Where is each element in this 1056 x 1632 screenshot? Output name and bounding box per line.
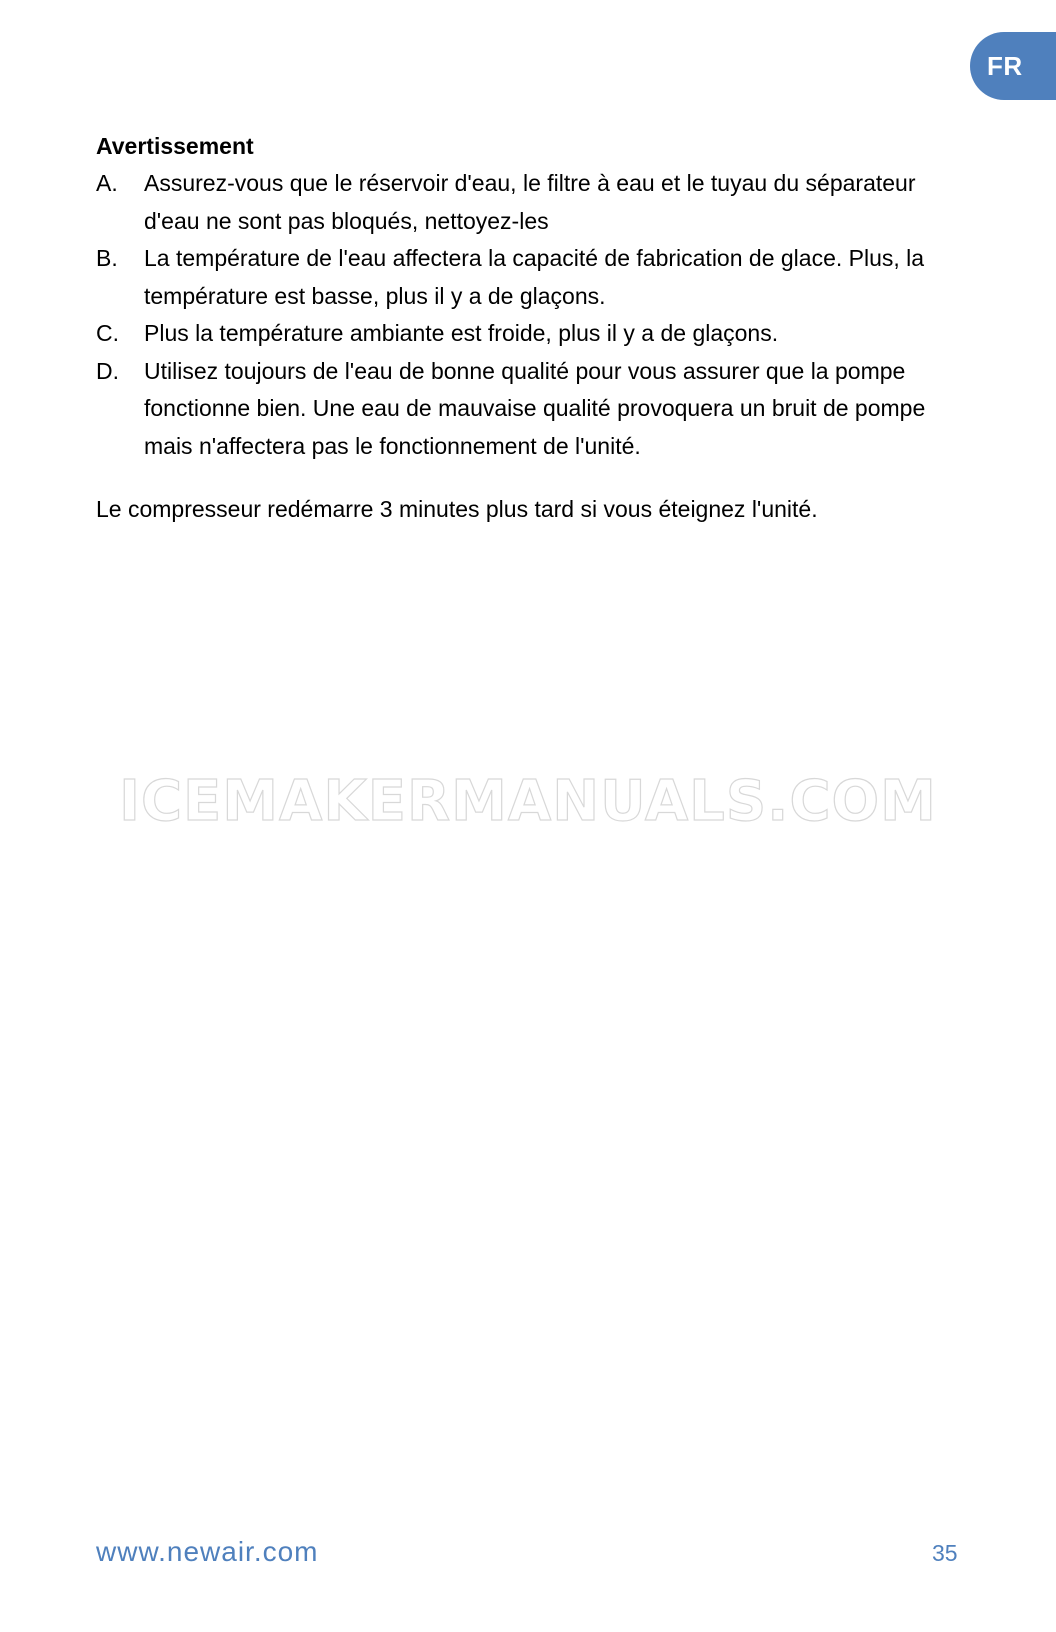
list-item-letter: D. [96, 357, 119, 384]
page-content [96, 128, 976, 528]
list-item [96, 315, 976, 353]
list-item-text: Plus la température ambiante est froide, plus il y a de glaçons. [144, 320, 779, 346]
list-item-text: Assurez-vous que le réservoir d'eau, le filtre à eau et le tuyau du séparateur d'eau ne sont pas bloqués, nettoyez-les [144, 170, 916, 234]
list-item-text: La température de l'eau affectera la capacité de fabrication de glace. Plus, la température est basse, plus il y a de glaçons. [144, 245, 925, 309]
list-item-letter: C. [96, 320, 119, 346]
list-item [96, 165, 976, 240]
page-number: 35 [932, 1540, 958, 1566]
list-item-letter: A. [96, 170, 118, 196]
list-item-text: Utilisez toujours de l'eau de bonne qualité pour vous assurer que la pompe fonctionne bien. Une eau de mauvaise qualité provoquera un bruit de pompe mais n'affectera pas le fonctionnement de l'unité. [144, 357, 926, 459]
warning-heading: Avertissement [96, 133, 254, 159]
watermark: ICEMAKERMANUALS.COM [119, 769, 937, 834]
footer-url-link[interactable]: www.newair.com [96, 1536, 319, 1567]
list-item [96, 353, 976, 466]
compressor-note: Le compresseur redémarre 3 minutes plus tard si vous éteignez l'unité. [96, 496, 818, 522]
list-item-letter: B. [96, 245, 118, 271]
warning-list [96, 165, 976, 465]
language-tab: FR [970, 32, 1056, 100]
list-item [96, 240, 976, 315]
